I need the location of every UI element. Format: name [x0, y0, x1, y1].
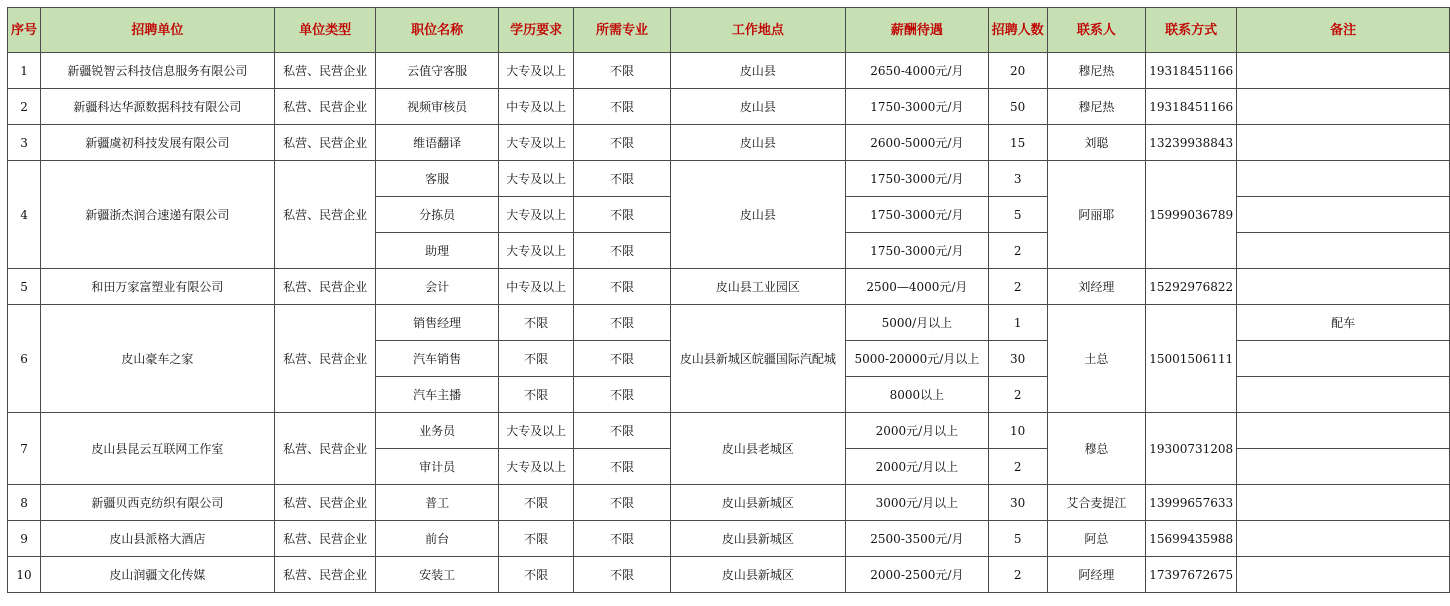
header-no: 序号	[8, 8, 41, 53]
row-number: 10	[8, 557, 41, 593]
table-header	[8, 8, 1450, 53]
position-title: 普工	[376, 485, 498, 521]
header-position: 职位名称	[376, 8, 498, 53]
contact-person: 阿经理	[1047, 557, 1146, 593]
table-row	[8, 125, 1450, 161]
position-title: 销售经理	[376, 305, 498, 341]
work-location: 皮山县新城区皖疆国际汽配城	[670, 305, 845, 413]
salary: 2000-2500元/月	[846, 557, 989, 593]
headcount: 30	[988, 485, 1047, 521]
education-requirement: 不限	[498, 521, 574, 557]
salary: 2000元/月以上	[846, 449, 989, 485]
major-requirement: 不限	[574, 53, 670, 89]
education-requirement: 大专及以上	[498, 53, 574, 89]
headcount: 2	[988, 557, 1047, 593]
row-number: 1	[8, 53, 41, 89]
remark	[1237, 233, 1450, 269]
table-row	[8, 89, 1450, 125]
education-requirement: 大专及以上	[498, 413, 574, 449]
company-type: 私营、民营企业	[274, 485, 376, 521]
salary: 2500—4000元/月	[846, 269, 989, 305]
work-location: 皮山县	[670, 53, 845, 89]
education-requirement: 中专及以上	[498, 269, 574, 305]
major-requirement: 不限	[574, 305, 670, 341]
position-title: 会计	[376, 269, 498, 305]
remark	[1237, 377, 1450, 413]
contact-phone: 13999657633	[1146, 485, 1237, 521]
major-requirement: 不限	[574, 485, 670, 521]
table-row	[8, 269, 1450, 305]
headcount: 10	[988, 413, 1047, 449]
major-requirement: 不限	[574, 197, 670, 233]
contact-person: 穆总	[1047, 413, 1146, 485]
remark	[1237, 485, 1450, 521]
header-major: 所需专业	[574, 8, 670, 53]
education-requirement: 大专及以上	[498, 233, 574, 269]
table-row	[8, 53, 1450, 89]
major-requirement: 不限	[574, 89, 670, 125]
header-company-type: 单位类型	[274, 8, 376, 53]
education-requirement: 不限	[498, 305, 574, 341]
contact-person: 刘聪	[1047, 125, 1146, 161]
table-row	[8, 161, 1450, 197]
contact-person: 土总	[1047, 305, 1146, 413]
contact-phone: 15999036789	[1146, 161, 1237, 269]
position-title: 分拣员	[376, 197, 498, 233]
remark	[1237, 89, 1450, 125]
remark	[1237, 449, 1450, 485]
company-type: 私营、民营企业	[274, 269, 376, 305]
contact-person: 刘经理	[1047, 269, 1146, 305]
header-headcount: 招聘人数	[988, 8, 1047, 53]
education-requirement: 大专及以上	[498, 449, 574, 485]
company-type: 私营、民营企业	[274, 521, 376, 557]
education-requirement: 大专及以上	[498, 125, 574, 161]
major-requirement: 不限	[574, 161, 670, 197]
salary: 3000元/月以上	[846, 485, 989, 521]
salary: 2650-4000元/月	[846, 53, 989, 89]
company-type: 私营、民营企业	[274, 557, 376, 593]
row-number: 4	[8, 161, 41, 269]
education-requirement: 中专及以上	[498, 89, 574, 125]
company-name: 新疆虞初科技发展有限公司	[41, 125, 275, 161]
headcount: 2	[988, 377, 1047, 413]
salary: 5000/月以上	[846, 305, 989, 341]
position-title: 安装工	[376, 557, 498, 593]
contact-phone: 17397672675	[1146, 557, 1237, 593]
table-row	[8, 557, 1450, 593]
salary: 2500-3500元/月	[846, 521, 989, 557]
education-requirement: 不限	[498, 377, 574, 413]
work-location: 皮山县老城区	[670, 413, 845, 485]
position-title: 前台	[376, 521, 498, 557]
contact-phone: 13239938843	[1146, 125, 1237, 161]
major-requirement: 不限	[574, 125, 670, 161]
headcount: 1	[988, 305, 1047, 341]
remark	[1237, 557, 1450, 593]
headcount: 15	[988, 125, 1047, 161]
work-location: 皮山县	[670, 125, 845, 161]
company-type: 私营、民营企业	[274, 305, 376, 413]
remark	[1237, 521, 1450, 557]
remark	[1237, 269, 1450, 305]
header-salary: 薪酬待遇	[846, 8, 989, 53]
company-type: 私营、民营企业	[274, 89, 376, 125]
headcount: 5	[988, 197, 1047, 233]
education-requirement: 不限	[498, 557, 574, 593]
headcount: 3	[988, 161, 1047, 197]
position-title: 助理	[376, 233, 498, 269]
table-row	[8, 413, 1450, 449]
major-requirement: 不限	[574, 269, 670, 305]
remark: 配车	[1237, 305, 1450, 341]
company-type: 私营、民营企业	[274, 161, 376, 269]
table-row	[8, 521, 1450, 557]
salary: 1750-3000元/月	[846, 89, 989, 125]
salary: 2600-5000元/月	[846, 125, 989, 161]
work-location: 皮山县新城区	[670, 485, 845, 521]
headcount: 5	[988, 521, 1047, 557]
remark	[1237, 197, 1450, 233]
position-title: 业务员	[376, 413, 498, 449]
education-requirement: 不限	[498, 341, 574, 377]
education-requirement: 大专及以上	[498, 161, 574, 197]
row-number: 5	[8, 269, 41, 305]
salary: 5000-20000元/月以上	[846, 341, 989, 377]
table-row	[8, 485, 1450, 521]
company-name: 新疆科达华源数据科技有限公司	[41, 89, 275, 125]
position-title: 审计员	[376, 449, 498, 485]
row-number: 7	[8, 413, 41, 485]
position-title: 维语翻译	[376, 125, 498, 161]
table-body	[8, 53, 1450, 593]
header-remark: 备注	[1237, 8, 1450, 53]
contact-person: 阿丽耶	[1047, 161, 1146, 269]
table-row	[8, 305, 1450, 341]
salary: 1750-3000元/月	[846, 197, 989, 233]
work-location: 皮山县工业园区	[670, 269, 845, 305]
remark	[1237, 161, 1450, 197]
major-requirement: 不限	[574, 413, 670, 449]
company-type: 私营、民营企业	[274, 125, 376, 161]
contact-phone: 19300731208	[1146, 413, 1237, 485]
major-requirement: 不限	[574, 449, 670, 485]
company-name: 和田万家富塑业有限公司	[41, 269, 275, 305]
company-name: 皮山润疆文化传媒	[41, 557, 275, 593]
remark	[1237, 413, 1450, 449]
contact-person: 穆尼热	[1047, 89, 1146, 125]
major-requirement: 不限	[574, 377, 670, 413]
company-name: 皮山县派格大酒店	[41, 521, 275, 557]
header-location: 工作地点	[670, 8, 845, 53]
row-number: 8	[8, 485, 41, 521]
salary: 1750-3000元/月	[846, 161, 989, 197]
position-title: 汽车销售	[376, 341, 498, 377]
contact-phone: 15001506111	[1146, 305, 1237, 413]
contact-phone: 19318451166	[1146, 89, 1237, 125]
contact-phone: 15292976822	[1146, 269, 1237, 305]
education-requirement: 大专及以上	[498, 197, 574, 233]
remark	[1237, 53, 1450, 89]
work-location: 皮山县	[670, 161, 845, 269]
contact-phone: 19318451166	[1146, 53, 1237, 89]
row-number: 2	[8, 89, 41, 125]
work-location: 皮山县	[670, 89, 845, 125]
row-number: 3	[8, 125, 41, 161]
contact-phone: 15699435988	[1146, 521, 1237, 557]
header-education: 学历要求	[498, 8, 574, 53]
header-contact: 联系人	[1047, 8, 1146, 53]
row-number: 6	[8, 305, 41, 413]
job-listing-table	[7, 7, 1450, 593]
remark	[1237, 125, 1450, 161]
header-phone: 联系方式	[1146, 8, 1237, 53]
header-row	[8, 8, 1450, 53]
position-title: 云值守客服	[376, 53, 498, 89]
company-name: 新疆锐智云科技信息服务有限公司	[41, 53, 275, 89]
work-location: 皮山县新城区	[670, 521, 845, 557]
company-name: 皮山豪车之家	[41, 305, 275, 413]
headcount: 2	[988, 269, 1047, 305]
salary: 2000元/月以上	[846, 413, 989, 449]
company-type: 私营、民营企业	[274, 413, 376, 485]
remark	[1237, 341, 1450, 377]
headcount: 2	[988, 233, 1047, 269]
company-name: 新疆浙杰润合速递有限公司	[41, 161, 275, 269]
major-requirement: 不限	[574, 341, 670, 377]
row-number: 9	[8, 521, 41, 557]
work-location: 皮山县新城区	[670, 557, 845, 593]
position-title: 视频审核员	[376, 89, 498, 125]
contact-person: 阿总	[1047, 521, 1146, 557]
headcount: 20	[988, 53, 1047, 89]
major-requirement: 不限	[574, 557, 670, 593]
header-company: 招聘单位	[41, 8, 275, 53]
major-requirement: 不限	[574, 521, 670, 557]
education-requirement: 不限	[498, 485, 574, 521]
position-title: 客服	[376, 161, 498, 197]
company-name: 新疆贝西克纺织有限公司	[41, 485, 275, 521]
salary: 1750-3000元/月	[846, 233, 989, 269]
headcount: 2	[988, 449, 1047, 485]
salary: 8000以上	[846, 377, 989, 413]
headcount: 50	[988, 89, 1047, 125]
headcount: 30	[988, 341, 1047, 377]
contact-person: 穆尼热	[1047, 53, 1146, 89]
contact-person: 艾合麦提江	[1047, 485, 1146, 521]
company-name: 皮山县昆云互联网工作室	[41, 413, 275, 485]
major-requirement: 不限	[574, 233, 670, 269]
position-title: 汽车主播	[376, 377, 498, 413]
company-type: 私营、民营企业	[274, 53, 376, 89]
